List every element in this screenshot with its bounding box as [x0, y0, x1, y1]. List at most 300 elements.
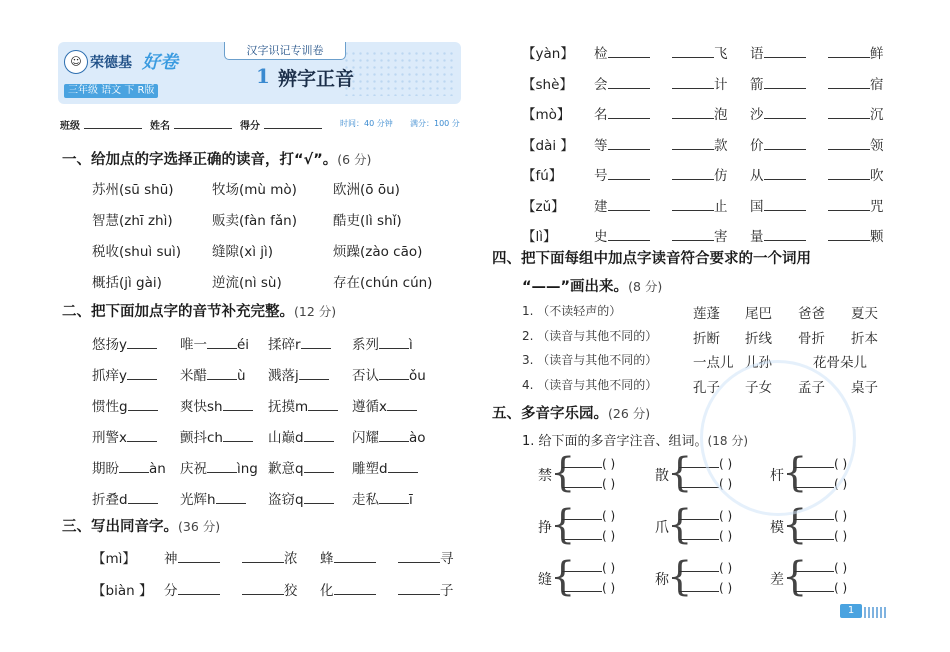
homophone-item[interactable]	[750, 73, 806, 93]
word-prefix: 山巅d	[268, 430, 304, 446]
homophone-item[interactable]	[320, 547, 376, 567]
homophone-char: 分	[164, 583, 178, 599]
answer-blank[interactable]	[242, 582, 284, 595]
syllable-fill-item[interactable]	[268, 457, 334, 477]
homophone-item[interactable]	[828, 164, 884, 184]
pinyin-choice-item[interactable]: 苏州(sū shū)	[92, 182, 174, 198]
word-option[interactable]: 夏天	[851, 306, 878, 322]
word-option[interactable]: 爸爸	[798, 306, 825, 322]
answer-blank[interactable]	[127, 367, 157, 380]
answer-blank[interactable]	[672, 45, 714, 58]
syllable-fill-item[interactable]	[268, 488, 334, 508]
answer-blank[interactable]	[388, 460, 418, 473]
homophone-item[interactable]	[594, 164, 650, 184]
homophone-char: 建	[594, 198, 608, 215]
homophone-char: 沙	[750, 107, 764, 123]
answer-blank[interactable]	[562, 527, 602, 540]
section-1-heading: 一、给加点的字选择正确的读音，打“√”。	[62, 152, 338, 168]
homophone-item[interactable]	[672, 103, 728, 123]
syllable-fill-item[interactable]	[92, 426, 157, 446]
answer-blank[interactable]	[207, 460, 237, 473]
brace-icon: {	[550, 554, 576, 600]
syllable-fill-item[interactable]	[92, 364, 157, 384]
syllable-fill-item[interactable]	[268, 426, 334, 446]
homophone-char: 款	[714, 137, 728, 154]
grade-badge: 三年级 语文 下 R版	[64, 84, 158, 98]
syllable-fill-item[interactable]	[352, 488, 413, 508]
word-prefix: 颤抖ch	[180, 430, 223, 446]
word-prefix: 惯性g	[92, 399, 128, 415]
homophone-char: 泡	[714, 107, 728, 123]
homophone-item[interactable]	[750, 103, 806, 123]
answer-blank[interactable]	[304, 460, 334, 473]
section-4-title-cont	[522, 275, 662, 296]
homophone-pinyin: 【zǔ】	[522, 198, 565, 215]
homophone-char: 史	[594, 229, 608, 245]
word-option[interactable]: 骨折	[798, 330, 825, 347]
pinyin-choice-item[interactable]: 贩卖(fàn fǎn)	[212, 213, 297, 229]
word-prefix: 爽快sh	[180, 399, 223, 415]
answer-blank[interactable]	[828, 167, 870, 180]
question-label: 3. （读音与其他不同的）	[522, 353, 658, 367]
syllable-fill-item[interactable]	[180, 426, 253, 446]
word-prefix: 庆祝	[180, 461, 207, 477]
homophone-char: 检	[594, 46, 608, 62]
pinyin-choice-item[interactable]: 缝隙(xì jì)	[212, 244, 274, 260]
homophone-char: 吹	[870, 168, 884, 184]
answer-blank[interactable]	[679, 559, 719, 572]
syllable-fill-item[interactable]	[352, 333, 413, 353]
section-1-points: (6 分)	[337, 152, 372, 167]
homophone-item[interactable]	[164, 579, 220, 599]
word-option[interactable]: 子女	[745, 379, 772, 396]
homophone-char: 箭	[750, 76, 764, 93]
homophone-char: 害	[714, 229, 728, 245]
answer-blank[interactable]	[119, 460, 149, 473]
homophone-item[interactable]	[672, 225, 728, 245]
answer-blank[interactable]	[178, 550, 220, 563]
homophone-char: 量	[750, 229, 764, 245]
section-1-title	[62, 148, 371, 169]
syllable-fill-item[interactable]	[268, 395, 338, 415]
syllable-fill-item[interactable]	[92, 395, 158, 415]
answer-blank[interactable]	[672, 167, 714, 180]
answer-blank[interactable]	[387, 398, 417, 411]
polyphone-char: 称	[655, 572, 669, 588]
answer-blank[interactable]	[608, 106, 650, 119]
answer-blank[interactable]	[764, 137, 806, 150]
answer-blank[interactable]	[828, 76, 870, 89]
homophone-char: 语	[750, 46, 764, 62]
homophone-item[interactable]	[828, 42, 884, 62]
score-field[interactable]	[264, 128, 322, 129]
word-option[interactable]: 孔子	[693, 379, 720, 396]
homophone-item[interactable]	[672, 73, 728, 93]
word-option[interactable]: 莲蓬	[693, 306, 720, 322]
answer-blank[interactable]	[379, 491, 409, 504]
brace-icon: {	[782, 554, 808, 600]
word-prefix: 悠扬y	[92, 337, 127, 353]
syllable-fill-item[interactable]	[92, 333, 157, 353]
homophone-item[interactable]	[398, 547, 454, 567]
section-4-heading-2: “——”画出来。	[522, 279, 629, 295]
answer-blank[interactable]	[178, 582, 220, 595]
section-5-title	[492, 402, 650, 423]
answer-blank[interactable]	[608, 167, 650, 180]
pinyin-paren: ( )	[834, 509, 848, 523]
answer-blank[interactable]	[794, 579, 834, 592]
answer-blank[interactable]	[379, 336, 409, 349]
pinyin-paren: ( )	[602, 581, 616, 595]
answer-blank[interactable]	[828, 45, 870, 58]
word-option[interactable]: 折本	[851, 330, 878, 347]
homophone-item[interactable]	[398, 579, 454, 599]
pinyin-word-answer[interactable]	[679, 559, 732, 575]
word-prefix: 系列	[352, 337, 379, 353]
pinyin-paren: ( )	[602, 561, 616, 575]
mascot-icon: ☺	[64, 50, 88, 74]
answer-blank[interactable]	[379, 429, 409, 442]
homophone-item[interactable]	[594, 134, 650, 154]
homophone-char: 会	[594, 76, 608, 93]
answer-blank[interactable]	[304, 429, 334, 442]
answer-blank[interactable]	[128, 491, 158, 504]
word-option[interactable]: 尾巴	[745, 306, 772, 322]
answer-blank[interactable]	[562, 559, 602, 572]
answer-blank[interactable]	[562, 475, 602, 488]
homophone-item[interactable]	[750, 225, 806, 245]
word-prefix: 雕塑d	[352, 461, 388, 477]
homophone-char: 子	[440, 583, 454, 599]
syllable-suffix: ìng	[237, 461, 258, 477]
homophone-char: 止	[714, 198, 728, 215]
pinyin-paren: ( )	[602, 457, 616, 471]
word-option[interactable]: 花骨朵儿	[813, 355, 867, 371]
answer-blank[interactable]	[679, 527, 719, 540]
section-2-title	[62, 300, 336, 321]
pinyin-paren: ( )	[834, 529, 848, 543]
answer-blank[interactable]	[794, 559, 834, 572]
answer-blank[interactable]	[304, 491, 334, 504]
pinyin-paren: ( )	[719, 457, 733, 471]
word-option[interactable]: 孟子	[798, 379, 825, 396]
pinyin-word-answer[interactable]	[794, 527, 847, 543]
full-score: 满分：100 分	[410, 119, 460, 128]
pinyin-paren: ( )	[719, 477, 733, 491]
homophone-item[interactable]	[750, 42, 806, 62]
homophone-item[interactable]	[594, 103, 650, 123]
answer-blank[interactable]	[764, 198, 806, 211]
pinyin-word-answer[interactable]	[562, 455, 615, 471]
word-prefix: 溅落j	[268, 368, 299, 384]
section-4-heading: 四、把下面每组中加点字读音符合要求的一个词用	[492, 251, 811, 267]
brace-icon: {	[782, 502, 808, 548]
syllable-fill-item[interactable]	[180, 333, 249, 353]
word-prefix: 折叠d	[92, 492, 128, 508]
pinyin-word-answer[interactable]	[679, 507, 732, 523]
pinyin-paren: ( )	[719, 581, 733, 595]
word-prefix: 揉碎r	[268, 337, 301, 353]
section-5-heading: 五、多音字乐园。	[492, 406, 608, 422]
word-prefix: 走私	[352, 492, 379, 508]
homophone-item[interactable]	[242, 547, 298, 567]
polyphone-char: 模	[770, 520, 784, 536]
answer-blank[interactable]	[334, 582, 376, 595]
answer-blank[interactable]	[608, 137, 650, 150]
homophone-char: 从	[750, 168, 764, 184]
homophone-item[interactable]	[672, 164, 728, 184]
syllable-suffix: ù	[237, 368, 246, 384]
answer-blank[interactable]	[672, 106, 714, 119]
class-field[interactable]	[84, 128, 142, 129]
answer-blank[interactable]	[828, 198, 870, 211]
score-label: 得分	[240, 121, 260, 132]
pinyin-paren: ( )	[834, 581, 848, 595]
syllable-fill-item[interactable]	[180, 395, 253, 415]
name-label: 姓名	[150, 121, 170, 132]
polyphone-char: 挣	[538, 520, 552, 536]
answer-blank[interactable]	[398, 582, 440, 595]
syllable-fill-item[interactable]	[352, 395, 417, 415]
homophone-pinyin: 【mò】	[522, 107, 571, 123]
homophone-item[interactable]	[672, 195, 728, 215]
homophone-item[interactable]	[828, 195, 884, 215]
word-option[interactable]: 儿孙	[745, 355, 772, 371]
section-3-heading: 三、写出同音字。	[62, 519, 178, 535]
pinyin-paren: ( )	[719, 509, 733, 523]
polyphone-char: 差	[770, 572, 784, 588]
pinyin-paren: ( )	[602, 529, 616, 543]
answer-blank[interactable]	[223, 398, 253, 411]
homophone-char: 等	[594, 137, 608, 154]
answer-blank[interactable]	[828, 106, 870, 119]
brace-icon: {	[667, 554, 693, 600]
syllable-suffix: ī	[409, 492, 413, 508]
homophone-char: 宿	[870, 76, 884, 93]
word-option[interactable]: 桌子	[851, 379, 878, 396]
answer-blank[interactable]	[127, 429, 157, 442]
answer-blank[interactable]	[562, 579, 602, 592]
homophone-char: 咒	[870, 198, 884, 215]
word-prefix: 歉意q	[268, 461, 304, 477]
answer-blank[interactable]	[608, 198, 650, 211]
syllable-fill-item[interactable]	[352, 364, 426, 384]
answer-blank[interactable]	[672, 228, 714, 241]
pinyin-word-answer[interactable]	[794, 579, 847, 595]
syllable-fill-item[interactable]	[180, 488, 246, 508]
polyphone-char: 爪	[655, 520, 669, 536]
answer-blank[interactable]	[299, 367, 329, 380]
brand-tag: 好卷	[142, 52, 178, 73]
answer-blank[interactable]	[308, 398, 338, 411]
homophone-pinyin: 【biàn 】	[92, 583, 153, 599]
homophone-item[interactable]	[828, 103, 884, 123]
pinyin-word-answer[interactable]	[562, 579, 615, 595]
homophone-item[interactable]	[594, 42, 650, 62]
answer-blank[interactable]	[764, 45, 806, 58]
word-prefix: 刑警x	[92, 430, 127, 446]
word-prefix: 遵循x	[352, 399, 387, 415]
answer-blank[interactable]	[764, 228, 806, 241]
question-label: 4. （读音与其他不同的）	[522, 377, 658, 392]
homophone-char: 颗	[870, 229, 884, 245]
answer-blank[interactable]	[679, 507, 719, 520]
answer-blank[interactable]	[764, 106, 806, 119]
answer-blank[interactable]	[764, 76, 806, 89]
homophone-char: 化	[320, 583, 334, 599]
pinyin-choice-item[interactable]: 税收(shuì suì)	[92, 244, 182, 260]
homophone-char: 计	[714, 76, 728, 93]
homophone-pinyin: 【mì】	[92, 551, 136, 567]
answer-blank[interactable]	[608, 76, 650, 89]
syllable-fill-item[interactable]	[180, 457, 258, 477]
pinyin-choice-item[interactable]: 智慧(zhī zhì)	[92, 213, 173, 229]
section-3-title	[62, 515, 220, 536]
page-number: 1	[840, 604, 862, 618]
word-prefix: 期盼	[92, 461, 119, 477]
pinyin-word-answer[interactable]	[794, 559, 847, 575]
section-5-sub-title: 1. 给下面的多音字注音、组词。	[522, 434, 708, 449]
homophone-pinyin: 【shè】	[522, 76, 573, 93]
answer-blank[interactable]	[672, 76, 714, 89]
answer-blank[interactable]	[679, 579, 719, 592]
answer-blank[interactable]	[794, 527, 834, 540]
pinyin-choice-item[interactable]: 烦躁(zào cāo)	[333, 244, 423, 260]
answer-blank[interactable]	[608, 45, 650, 58]
pinyin-word-answer[interactable]	[562, 475, 615, 491]
homophone-char: 浓	[284, 551, 298, 567]
homophone-item[interactable]	[750, 195, 806, 215]
pinyin-choice-item[interactable]: 逆流(nì sù)	[212, 275, 282, 291]
brace-icon: {	[667, 502, 693, 548]
word-prefix: 抓痒y	[92, 368, 127, 384]
pinyin-choice-item[interactable]: 牧场(mù mò)	[212, 182, 297, 198]
homophone-item[interactable]	[672, 42, 728, 62]
answer-blank[interactable]	[207, 367, 237, 380]
question-label: 1. （不读轻声的）	[522, 304, 622, 318]
pinyin-choice-item[interactable]: 欧洲(ō ōu)	[333, 182, 400, 198]
answer-blank[interactable]	[223, 429, 253, 442]
homophone-char: 价	[750, 137, 764, 154]
section-4-points: (8 分)	[628, 279, 663, 294]
answer-blank[interactable]	[608, 228, 650, 241]
homophone-item[interactable]	[320, 579, 376, 599]
word-prefix: 盗窃q	[268, 492, 304, 508]
answer-blank[interactable]	[398, 550, 440, 563]
homophone-char: 飞	[714, 46, 728, 62]
homophone-item[interactable]	[828, 134, 884, 154]
pinyin-paren: ( )	[602, 509, 616, 523]
brand-name: 荣德基	[90, 55, 132, 71]
word-prefix: 抚摸m	[268, 399, 309, 415]
homophone-pinyin: 【lì】	[522, 229, 557, 245]
answer-blank[interactable]	[379, 367, 409, 380]
word-prefix: 闪耀	[352, 430, 379, 446]
polyphone-char: 散	[655, 468, 669, 484]
answer-blank[interactable]	[242, 550, 284, 563]
word-option[interactable]: 折断	[693, 330, 720, 347]
answer-blank[interactable]	[828, 228, 870, 241]
pinyin-word-answer[interactable]	[562, 527, 615, 543]
answer-blank[interactable]	[334, 550, 376, 563]
unit-title: 辨字正音	[278, 68, 355, 90]
header-card	[58, 42, 461, 104]
syllable-fill-item[interactable]	[352, 457, 418, 477]
answer-blank[interactable]	[764, 167, 806, 180]
answer-blank[interactable]	[216, 491, 246, 504]
syllable-suffix: ǒu	[409, 368, 426, 384]
homophone-item[interactable]	[750, 134, 806, 154]
syllable-fill-item[interactable]	[92, 457, 166, 477]
question-label: 2. （读音与其他不同的）	[522, 328, 658, 343]
homophone-char: 领	[870, 137, 884, 154]
homophone-item[interactable]	[594, 73, 650, 93]
pinyin-paren: ( )	[834, 561, 848, 575]
answer-blank[interactable]	[128, 398, 158, 411]
homophone-item[interactable]	[594, 225, 650, 245]
syllable-suffix: ì	[409, 337, 413, 353]
syllable-fill-item[interactable]	[268, 364, 329, 384]
homophone-pinyin: 【dài 】	[522, 137, 574, 154]
answer-blank[interactable]	[562, 507, 602, 520]
syllable-suffix: éi	[237, 337, 250, 353]
answer-blank[interactable]	[127, 336, 157, 349]
homophone-item[interactable]	[750, 164, 806, 184]
pinyin-choice-item[interactable]: 存在(chún cún)	[333, 275, 433, 291]
homophone-char: 沉	[870, 107, 884, 123]
name-field[interactable]	[174, 128, 232, 129]
word-prefix: 光辉h	[180, 492, 216, 508]
pinyin-choice-item[interactable]: 酷吏(lì shǐ)	[333, 213, 402, 229]
syllable-fill-item[interactable]	[352, 426, 426, 446]
homophone-item[interactable]	[828, 225, 884, 245]
homophone-item[interactable]	[594, 195, 650, 215]
section-5-sub-points: (18 分)	[707, 434, 748, 448]
answer-blank[interactable]	[672, 198, 714, 211]
series-title: 汉字识记专训卷	[224, 42, 346, 60]
brand-logo	[64, 48, 182, 78]
answer-blank[interactable]	[672, 137, 714, 150]
time-limit: 时间：40 分钟	[340, 119, 393, 128]
section-3-points: (36 分)	[178, 519, 221, 534]
word-option[interactable]: 折线	[745, 330, 772, 347]
pinyin-paren: ( )	[719, 561, 733, 575]
pinyin-word-answer[interactable]	[679, 579, 732, 595]
word-option[interactable]: 一点儿	[693, 355, 734, 371]
pinyin-choice-item[interactable]: 概括(jì gài)	[92, 275, 162, 291]
homophone-item[interactable]	[672, 134, 728, 154]
pinyin-word-answer[interactable]	[562, 559, 615, 575]
homophone-char: 神	[164, 551, 178, 567]
brace-icon: {	[550, 450, 576, 496]
pinyin-word-answer[interactable]	[679, 527, 732, 543]
answer-blank[interactable]	[207, 336, 237, 349]
syllable-fill-item[interactable]	[180, 364, 246, 384]
answer-blank[interactable]	[828, 137, 870, 150]
homophone-item[interactable]	[242, 579, 298, 599]
syllable-fill-item[interactable]	[92, 488, 158, 508]
pinyin-word-answer[interactable]	[562, 507, 615, 523]
syllable-suffix: àn	[149, 461, 166, 477]
pinyin-paren: ( )	[719, 529, 733, 543]
answer-blank[interactable]	[562, 455, 602, 468]
homophone-item[interactable]	[828, 73, 884, 93]
page-decoration	[864, 607, 888, 618]
answer-blank[interactable]	[301, 336, 331, 349]
homophone-char: 名	[594, 107, 608, 123]
syllable-fill-item[interactable]	[268, 333, 331, 353]
homophone-item[interactable]	[164, 547, 220, 567]
